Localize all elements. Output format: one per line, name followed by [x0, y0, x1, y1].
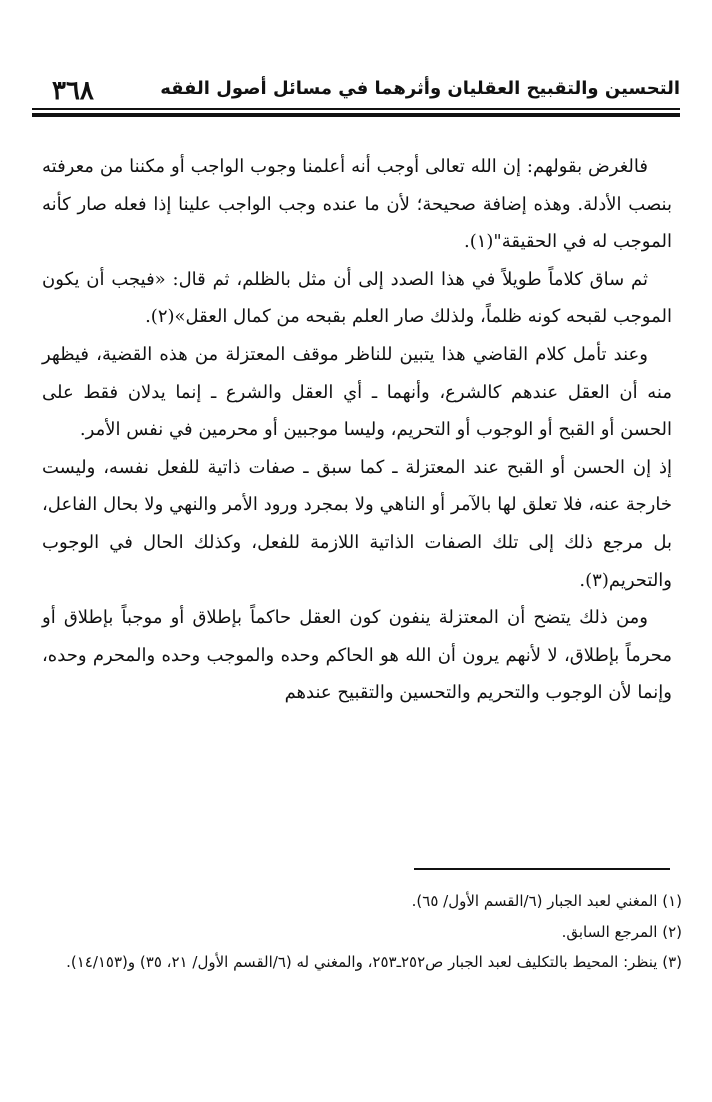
paragraph: إذ إن الحسن أو القبح عند المعتزلة ـ كما سبق ـ صفات ذاتية للفعل نفسه، وليست خارجة عنه، فلا تعلق لها بالآمر أو الناهي ولا بمجرد ورود الأمر والنهي ولا بحال الفاعل، بل مرجع ذلك إلى تلك الصفات الذاتية اللازمة للفعل، وكذلك الحال في الوجوب والتحريم(٣). [42, 456, 672, 591]
running-title: التحسين والتقبيح العقليان وأثرهما في مسائل أصول الفقه [160, 78, 680, 99]
page-number: ٣٦٨ [52, 76, 94, 106]
footnotes [42, 886, 682, 978]
header-rule-thick [32, 113, 680, 117]
paragraph: ثم ساق كلاماً طويلاً في هذا الصدد إلى أن مثل بالظلم، ثم قال: «فيجب أن يكون الموجب لقبحه كونه ظلماً، ولذلك صار العلم بقبحه من كمال العقل»(٢). [42, 268, 672, 328]
footnote: (١) المغني لعبد الجبار (٦/القسم الأول/ ٦٥). [411, 892, 682, 910]
paragraph: فالغرض بقولهم: إن الله تعالى أوجب أنه أعلمنا وجوب الواجب أو مكننا من معرفته بنصب الأدلة. وهذه إضافة صحيحة؛ لأن ما عنده وجب الواجب علينا إذا فعله صار كأنه الموجب له في الحقيقة"(١). [42, 156, 672, 253]
footnote: (٢) المرجع السابق. [561, 922, 682, 941]
paragraph: ومن ذلك يتضح أن المعتزلة ينفون كون العقل حاكماً بإطلاق أو موجباً بإطلاق أو محرماً بإطلاق، لا لأنهم يرون أن الله هو الحاكم وحده والموجب وحده والمحرم وحده، وإنما لأن الوجوب والتحريم والتحسين والتقبيح عندهم [42, 607, 672, 704]
footnote: (٣) ينظر: المحيط بالتكليف لعبد الجبار ص٢٥٢ـ٢٥٣، والمغني له (٦/القسم الأول/ ٢١، ٣٥) و(١٤/١٥٣). [66, 953, 682, 971]
body-text [42, 148, 672, 712]
footnote-separator [414, 868, 670, 870]
paragraph: وعند تأمل كلام القاضي هذا يتبين للناظر موقف المعتزلة من هذه القضية، فيظهر منه أن العقل عندهم كالشرع، وأنهما ـ أي العقل والشرع ـ إنما يدلان فقط على الحسن أو القبح أو الوجوب أو التحريم، وليسا موجبين أو محرمين في نفس الأمر. [42, 343, 672, 441]
page-header [32, 76, 680, 104]
header-rule-thin [32, 108, 680, 110]
